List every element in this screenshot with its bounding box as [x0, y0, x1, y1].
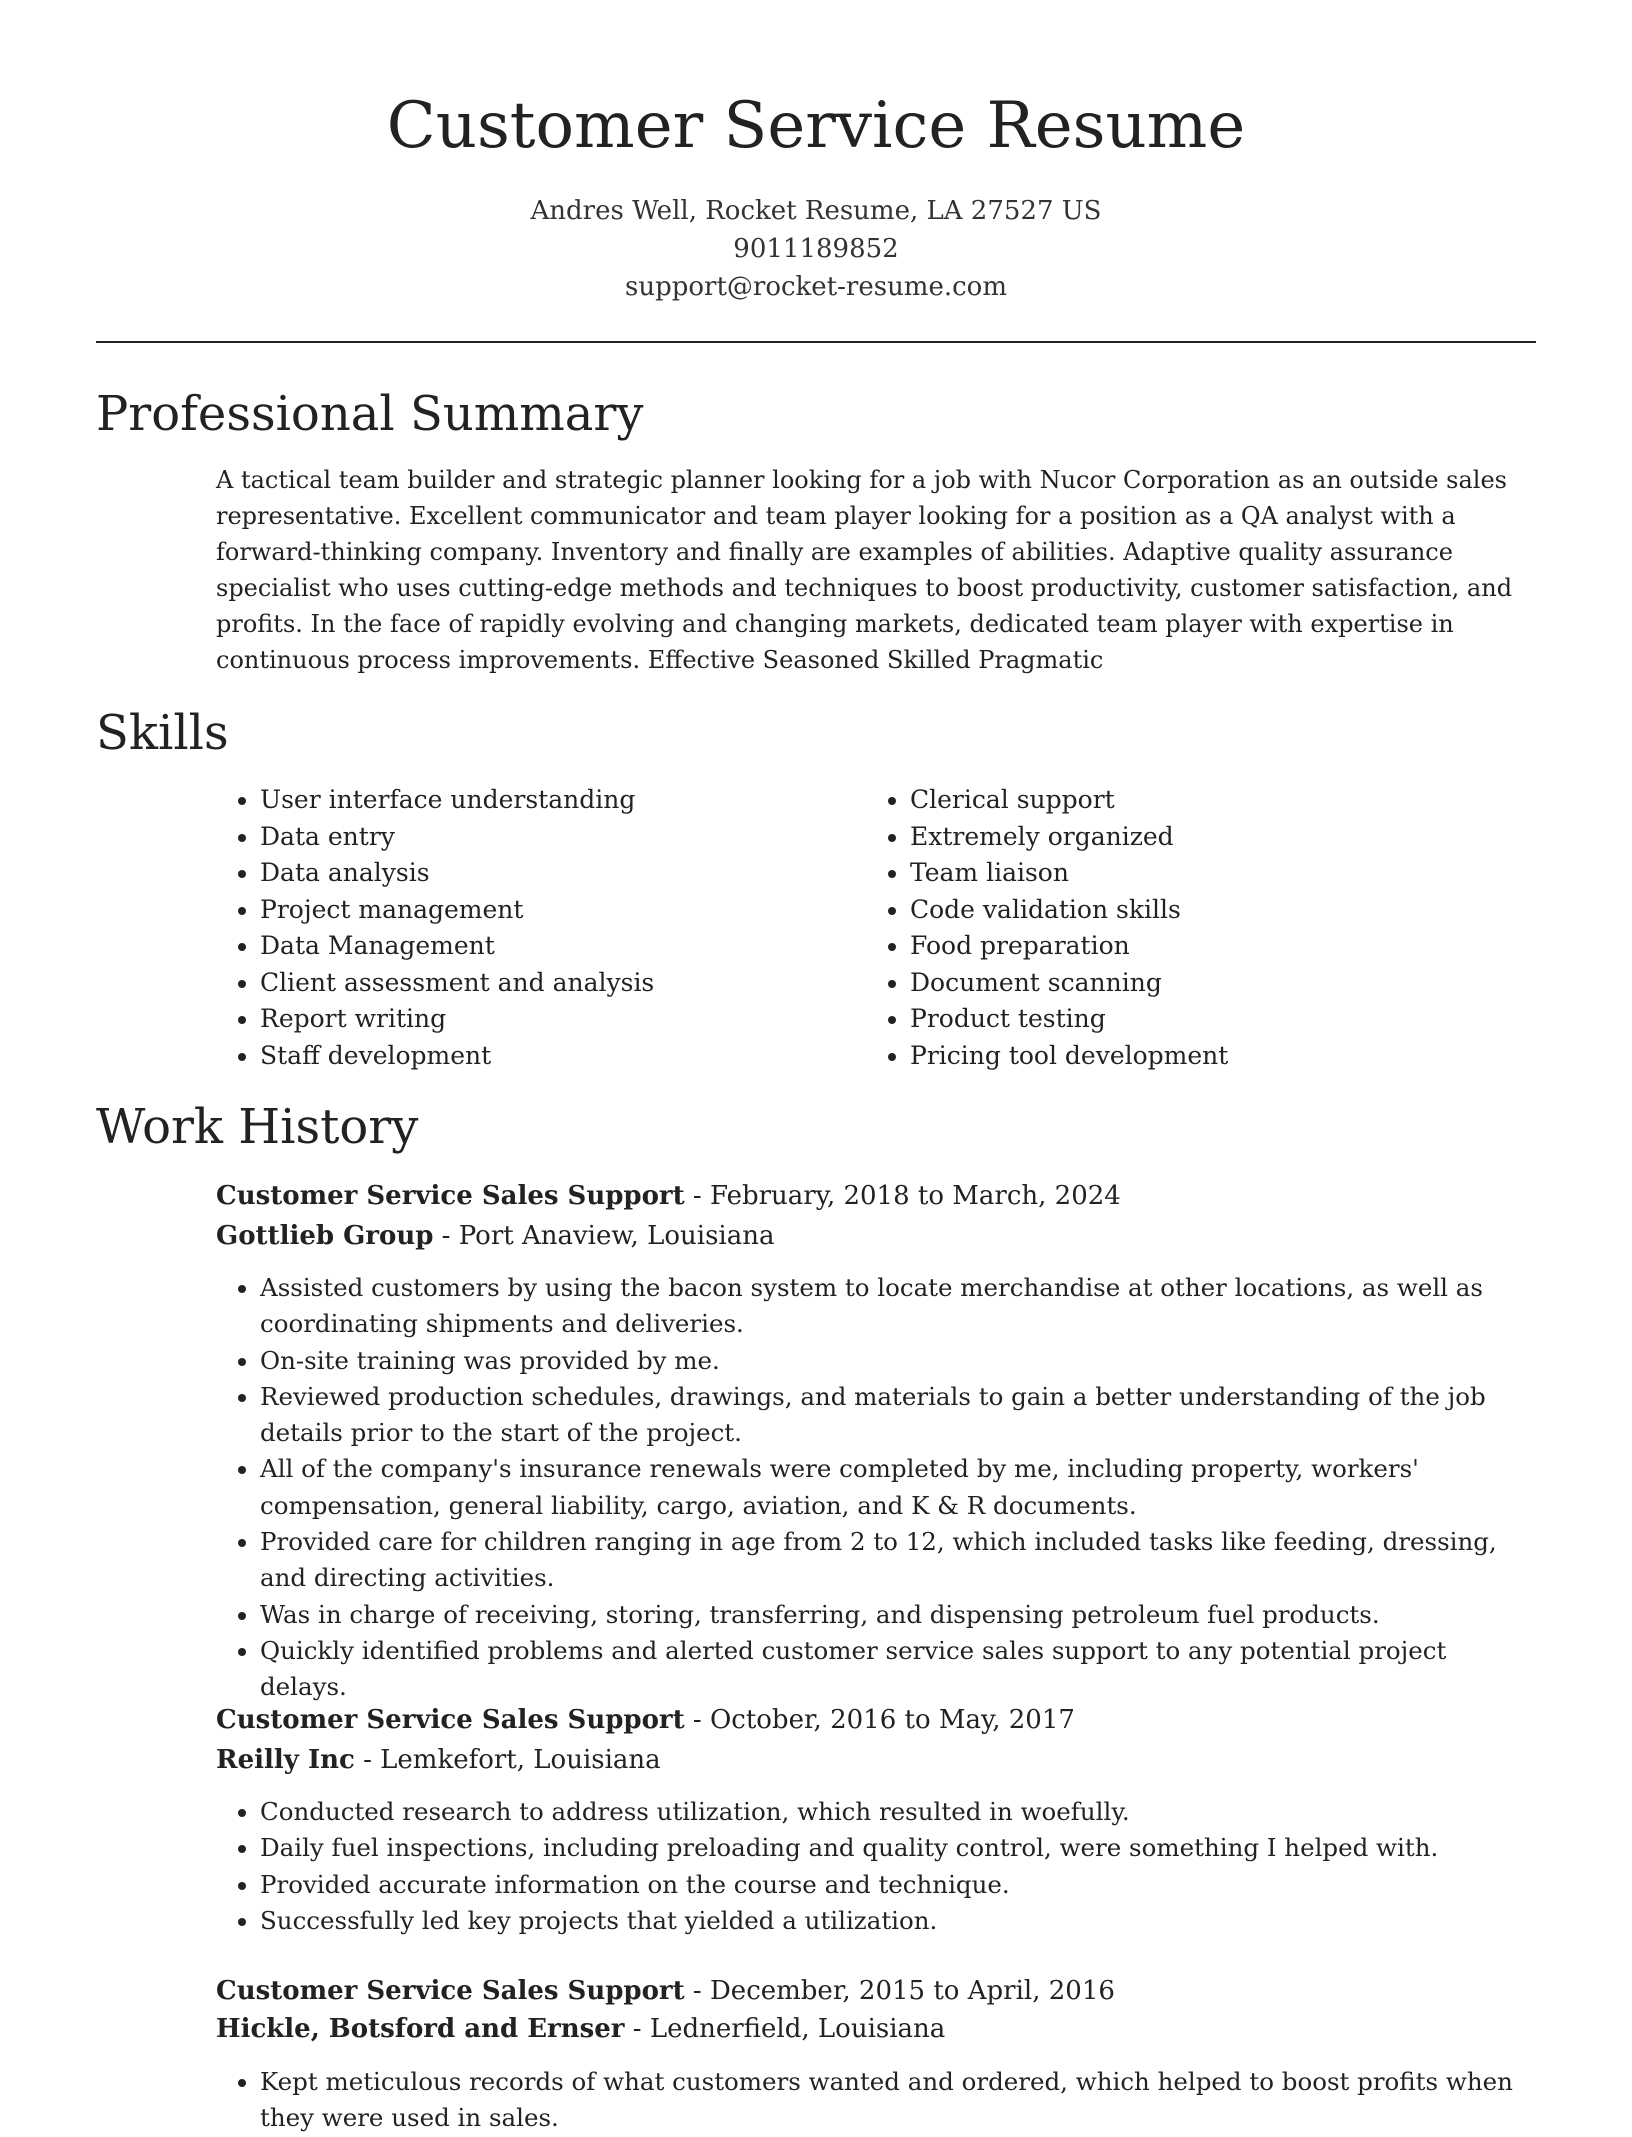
duty-item: • Provided care for children ranging in age from 2 to 12, which included tasks like feeding, dressing, and directing activities. — [260, 1524, 1536, 1597]
skill-item: • Team liaison — [910, 855, 1506, 892]
skills-list-left — [216, 782, 856, 1074]
skill-item: • Document scanning — [910, 965, 1506, 1002]
skill-item: • Code validation skills — [910, 892, 1506, 929]
skills-list-right — [866, 782, 1506, 1074]
duty-item: • Conducted research to address utilization, which resulted in woefully. — [260, 1794, 1536, 1830]
job-company: Hickle, Botsford and Ernser — [216, 2014, 625, 2044]
job-company: Reilly Inc — [216, 1745, 355, 1775]
duty-item: • All of the company's insurance renewals were completed by me, including property, workers' compensation, general liability, cargo, aviation, and K & R documents. — [260, 1451, 1536, 1524]
contact-email: support@rocket-resume.com — [624, 272, 1007, 302]
job-company-line — [216, 1741, 661, 1779]
duty-item: • Daily fuel inspections, including preloading and quality control, were something I helped with. — [260, 1830, 1536, 1866]
job-company: Gottlieb Group — [216, 1221, 434, 1251]
job-role: Customer Service Sales Support — [216, 1705, 685, 1735]
job-dates: - February, 2018 to March, 2024 — [684, 1181, 1121, 1211]
job-company-line — [216, 1217, 774, 1255]
skill-item: • User interface understanding — [260, 782, 856, 819]
job-dates: - December, 2015 to April, 2016 — [684, 1976, 1115, 2006]
skill-item: • Pricing tool development — [910, 1038, 1506, 1075]
skill-item: • Data analysis — [260, 855, 856, 892]
resume-title: Customer Service Resume — [386, 89, 1246, 163]
skill-item: • Food preparation — [910, 928, 1506, 965]
job-title-line — [216, 1177, 1121, 1215]
skills-heading: Skills — [96, 705, 229, 761]
duty-item: • Kept meticulous records of what customers wanted and ordered, which helped to boost profits when they were used in sales. — [260, 2064, 1536, 2137]
job-role: Customer Service Sales Support — [216, 1181, 685, 1211]
skill-item: • Report writing — [260, 1001, 856, 1038]
summary-text: A tactical team builder and strategic planner looking for a job with Nucor Corporation as an outside sales representative. Excellent communicator and team player looking for a position as a QA analyst with a forward-thinking company. Inventory and finally are examples of abilities. Adaptive quality assurance specialist who uses cutting-edge methods and techniques to boost productivity, customer satisfaction, and profits. In the face of rapidly evolving and changing markets, dedicated team player with expertise in continuous process improvements. Effective Seasoned Skilled Pragmatic — [216, 466, 1513, 674]
skill-item: • Extremely organized — [910, 819, 1506, 856]
summary-heading: Professional Summary — [96, 386, 644, 442]
skill-item: • Staff development — [260, 1038, 856, 1075]
job-company-line — [216, 2010, 945, 2048]
job-location: - Port Anaview, Louisiana — [433, 1221, 775, 1251]
duty-item: • Assisted customers by using the bacon system to locate merchandise at other locations, as well as coordinating shipments and deliveries. — [260, 1270, 1536, 1343]
duty-item: • Was in charge of receiving, storing, transferring, and dispensing petroleum fuel products. — [260, 1597, 1536, 1633]
work-history-heading: Work History — [96, 1099, 419, 1155]
contact-phone: 9011189852 — [733, 234, 899, 264]
header-divider — [96, 341, 1536, 343]
job-duties-list — [216, 1794, 1536, 1939]
contact-address: Andres Well, Rocket Resume, LA 27527 US — [530, 196, 1102, 226]
duty-item: • On-site training was provided by me. — [260, 1343, 1536, 1379]
skill-item: • Data entry — [260, 819, 856, 856]
skill-item: • Project management — [260, 892, 856, 929]
job-location: - Lemkefort, Louisiana — [354, 1745, 661, 1775]
job-role: Customer Service Sales Support — [216, 1976, 685, 2006]
skill-item: • Clerical support — [910, 782, 1506, 819]
duty-item: • Successfully led key projects that yielded a utilization. — [260, 1903, 1536, 1939]
job-duties-list — [216, 1270, 1536, 1706]
job-location: - Lednerfield, Louisiana — [624, 2014, 946, 2044]
job-title-line — [216, 1701, 1075, 1739]
job-dates: - October, 2016 to May, 2017 — [684, 1705, 1075, 1735]
skill-item: • Client assessment and analysis — [260, 965, 856, 1002]
job-duties-list — [216, 2064, 1536, 2137]
skill-item: • Product testing — [910, 1001, 1506, 1038]
duty-item: • Quickly identified problems and alerted customer service sales support to any potential project delays. — [260, 1633, 1536, 1706]
job-title-line — [216, 1972, 1115, 2010]
duty-item: • Reviewed production schedules, drawings, and materials to gain a better understanding of the job details prior to the start of the project. — [260, 1379, 1536, 1452]
skill-item: • Data Management — [260, 928, 856, 965]
duty-item: • Provided accurate information on the course and technique. — [260, 1867, 1536, 1903]
